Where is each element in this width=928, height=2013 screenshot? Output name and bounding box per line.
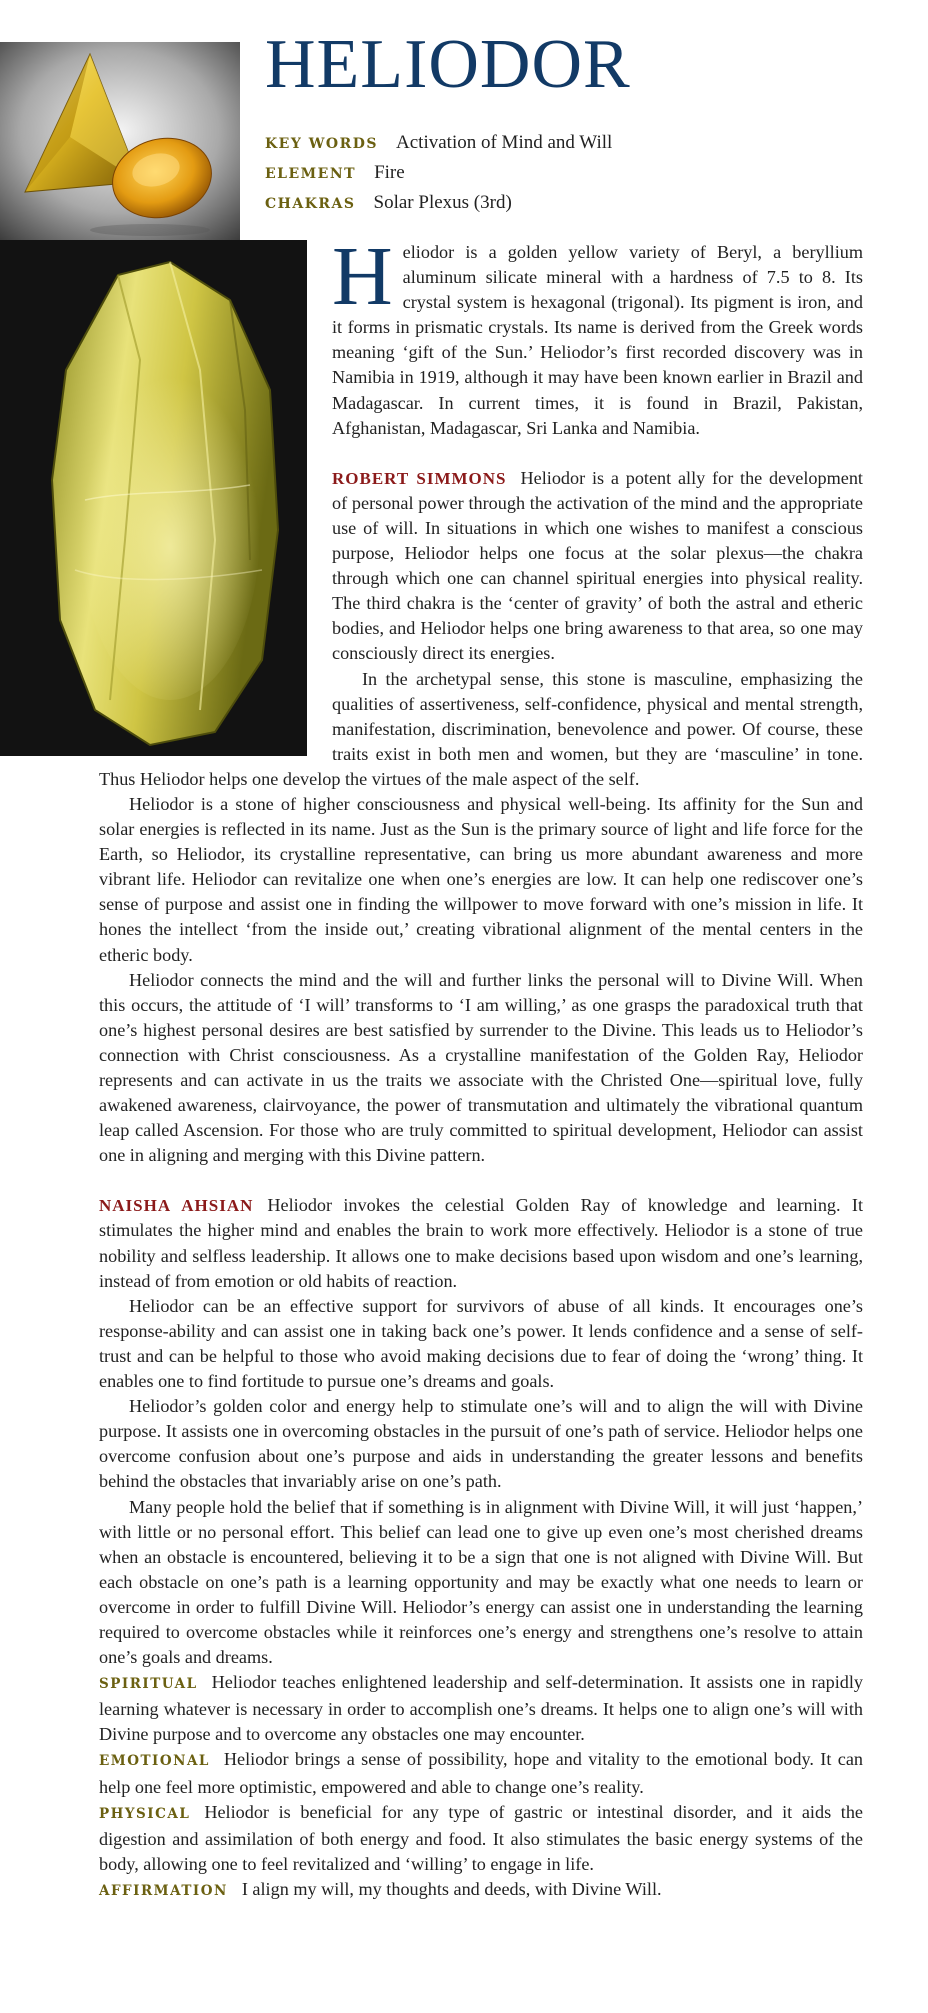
spiritual-paragraph <box>99 1670 863 1747</box>
key-words-label: KEY WORDS <box>265 136 379 152</box>
page-title: HELIODOR <box>265 26 631 103</box>
intro-text: eliodor is a golden yellow variety of Beryl, a beryllium aluminum silicate mineral with a hardness of 7.5 to 8. Its crystal system is hexagonal (trigonal). Its pigment is iron, and it forms in prismatic crystals. Its name is derived from the Greek words meaning ‘gift of the Sun.’ Heliodor’s first recorded discovery was in Namibia in 1919, although it may have been known earlier in Brazil and Madagascar. In current times, it is found in Brazil, Pakistan, Afghanistan, Madagascar, Sri Lanka and Namibia. <box>332 242 863 438</box>
affirmation-paragraph <box>99 1877 863 1904</box>
author-naisha-ahsian: NAISHA AHSIAN <box>99 1196 254 1216</box>
article-body <box>99 230 863 1904</box>
physical-paragraph <box>99 1800 863 1877</box>
chakras-label: CHAKRAS <box>265 196 356 212</box>
chakras-row <box>265 192 865 222</box>
image-wrap-spacer <box>99 240 332 756</box>
simmons-paragraph-4: Heliodor connects the mind and the will and further links the personal will to Divine Will. When this occurs, the attitude of ‘I will’ transforms to ‘I am willing,’ as one grasps the paradoxical truth that one’s highest personal desires are best satisfied by surrender to the Divine. This leads us to Heliodor’s connection with Christ consciousness. As a crystalline manifestation of the Golden Ray, Heliodor represents and can activate in us the traits we associate with the Christed One—spiritual love, fully awakened awareness, clairvoyance, the power of transmutation and ultimately the vibrational quantum leap called Ascension. For those who are truly committed to spiritual development, Heliodor can assist one in aligning and merging with this Divine pattern. <box>99 969 863 1166</box>
author-robert-simmons: ROBERT SIMMONS <box>332 468 507 488</box>
cut-gemstones-photo <box>0 42 240 240</box>
section-gap <box>99 1168 863 1193</box>
key-words-value: Activation of Mind and Will <box>396 132 613 153</box>
affirmation-label: AFFIRMATION <box>99 1882 228 1899</box>
cut-gemstones-image <box>0 42 240 240</box>
element-label: ELEMENT <box>265 166 357 182</box>
element-row <box>265 162 865 192</box>
drop-cap: H <box>332 230 393 323</box>
simmons-text-1: Heliodor is a potent ally for the development of personal power through the activation of the mind and the appropriate use of will. In situations in which one wishes to manifest a conscious purpose, Heliodor helps one focus at the solar plexus—the chakra through which one can channel spiritual energies into physical reality. The third chakra is the ‘center of gravity’ of both the astral and etheric bodies, and Heliodor helps one bring awareness to that area, so one may consciously direct its energies. <box>332 467 863 664</box>
emotional-label: EMOTIONAL <box>99 1753 210 1770</box>
key-words-row <box>265 132 865 162</box>
spiritual-label: SPIRITUAL <box>99 1676 198 1693</box>
stone-attributes <box>265 132 865 222</box>
emotional-paragraph <box>99 1747 863 1799</box>
ahsian-paragraph-4: Many people hold the belief that if something is in alignment with Divine Will, it will just ‘happen,’ with little or no personal effort. This belief can lead one to give up even one’s most cherished dreams when an obstacle is encountered, believing it to be a sign that one is not aligned with Divine Will. But each obstacle on one’s path is a learning opportunity and may be exactly what one needs to learn or overcome in order to fulfill Divine Will. Heliodor’s energy can assist one in understanding the learning required to overcome obstacles while it reinforces one’s energy and strengthens one’s resolve to attain one’s goals and dreams. <box>99 1496 863 1668</box>
ahsian-paragraph-3: Heliodor’s golden color and energy help to stimulate one’s will and to align the will with Divine purpose. It assists one in overcoming obstacles in the pursuit of one’s path of service. Heliodor helps one overcome confusion about one’s purpose and aids in understanding the greater lessons and benefits behind the obstacles that invariably arise on one’s path. <box>99 1396 863 1492</box>
simmons-paragraph-3: Heliodor is a stone of higher consciousness and physical well-being. Its affinity for the Sun and solar energies is reflected in its name. Just as the Sun is the primary source of light and life force for the Earth, so Heliodor, its crystalline representative, can bring us more abundant awareness and more vibrant life. Heliodor can revitalize one when one’s energies are low. It can help one rediscover one’s sense of purpose and assist one in finding the willpower to move forward with one’s mission in life. It hones the intellect ‘from the inside out,’ creating vibrational alignment of the mental centers in the etheric body. <box>99 793 863 965</box>
physical-label: PHYSICAL <box>99 1805 191 1822</box>
physical-text: Heliodor is beneficial for any type of gastric or intestinal disorder, and it aids the digestion and assimilation of both energy and food. It also stimulates the basic energy systems of the body, allowing one to feel revitalized and ‘willing’ to engage in life. <box>99 1801 863 1874</box>
simmons-paragraph-2: In the archetypal sense, this stone is masculine, emphasizing the qualities of assertiveness, self-confidence, physical and mental strength, manifestation, discrimination, benevolence and power. Of course, these traits exist in both men and women, but they are ‘masculine’ in tone. Thus Heliodor helps one develop the virtues of the male aspect of the self. <box>99 668 863 789</box>
ahsian-paragraph-2: Heliodor can be an effective support for survivors of abuse of all kinds. It encourages one’s response-ability and can assist one in taking back one’s power. It lends confidence and a sense of self-trust and can be helpful to those who avoid making decisions due to fear of doing the ‘wrong’ thing. It enables one to find fortitude to pursue one’s dreams and goals. <box>99 1295 863 1392</box>
chakras-value: Solar Plexus (3rd) <box>373 192 512 213</box>
emotional-text: Heliodor brings a sense of possibility, hope and vitality to the emotional body. It can help one feel more optimistic, empowered and able to change one’s reality. <box>99 1749 863 1797</box>
spiritual-text: Heliodor teaches enlightened leadership and self-determination. It assists one in rapidly learning whatever is necessary in order to accomplish one’s dreams. It helps one to align one’s will with Divine purpose and to overcome any obstacles one may encounter. <box>99 1672 863 1745</box>
element-value: Fire <box>374 162 405 183</box>
ahsian-paragraph-1 <box>99 1193 863 1293</box>
affirmation-text: I align my will, my thoughts and deeds, with Divine Will. <box>241 1878 662 1899</box>
ahsian-text-1: Heliodor invokes the celestial Golden Ray of knowledge and learning. It stimulates the higher mind and enables the brain to work more effectively. Heliodor is a stone of true nobility and selfless leadership. It allows one to make decisions based upon wisdom and one’s learning, instead of from emotion or old habits of reaction. <box>99 1195 863 1291</box>
